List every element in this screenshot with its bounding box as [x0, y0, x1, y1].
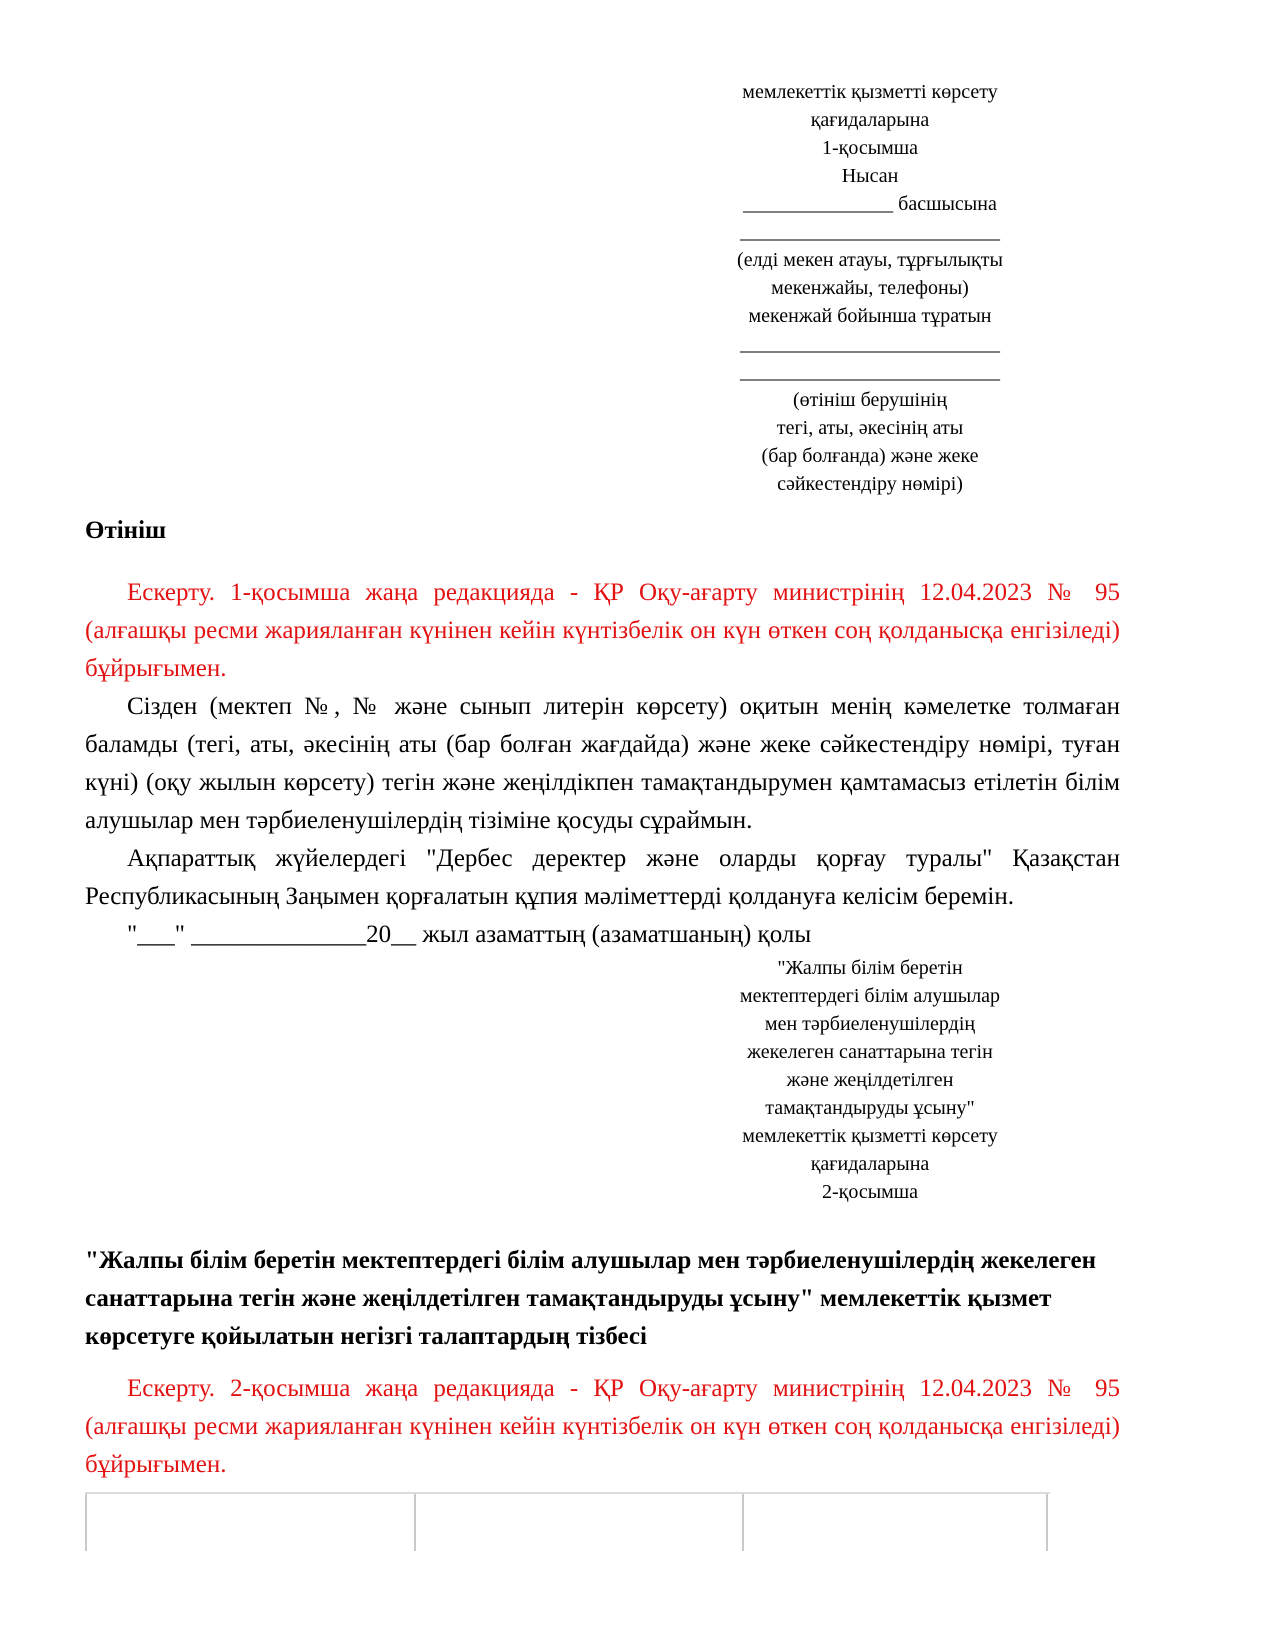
appendix1-header-line: (бар болғанда) және жеке — [761, 445, 979, 467]
appendix2-header-line: қағидаларына — [810, 1153, 930, 1175]
appendix1-header-line: __________________________ — [740, 333, 1000, 355]
appendix2-header-line: мен тәрбиеленушілердің — [764, 1013, 976, 1035]
requirements-table-cell — [742, 1494, 1048, 1551]
appendix2-header-line: жекелеген санаттарына тегін — [747, 1041, 993, 1063]
amendment-note-appendix1: Ескерту. 1-қосымша жаңа редакцияда - ҚР Оқу-ағарту министрінің 12.04.2023 № 95 (алғашқы ресми жарияланған күнінен кейін күнтізбелік он күн өткен соң қолданысқа енгізіледі) бұйрығымен. — [85, 579, 1120, 682]
appendix1-header-line: Нысан — [841, 165, 899, 187]
appendix2-header-line: 2-қосымша — [821, 1181, 919, 1203]
appendix2-header-line: мемлекеттік қызметті көрсету — [742, 1125, 998, 1147]
appendix1-header-block — [730, 78, 1010, 498]
appendix1-header-line: сәйкестендіру нөмірі) — [777, 473, 963, 495]
appendix2-header-line: тамақтандыруды ұсыну" — [765, 1097, 975, 1119]
appendix1-header-line: мекенжай бойынша тұратын — [748, 305, 992, 327]
requirements-table-cell — [85, 1494, 414, 1551]
requirements-table — [85, 1492, 1050, 1551]
appendix2-header-line: мектептердегі білім алушылар — [739, 985, 1001, 1007]
appendix1-header-line: __________________________ — [740, 361, 1000, 383]
amendment-note-appendix2: Ескерту. 2-қосымша жаңа редакцияда - ҚР Оқу-ағарту министрінің 12.04.2023 № 95 (алғашқы ресми жарияланған күнінен кейін күнтізбелік он күн өткен соң қолданысқа енгізіледі) бұйрығымен. — [85, 1375, 1120, 1478]
consent-paragraph: Ақпараттық жүйелердегі "Дербес деректер және оларды қорғау туралы" Қазақстан Республикасының Заңымен қорғалатын құпия мәліметтерді қолдануға келісім беремін. — [85, 845, 1120, 910]
document-content — [85, 0, 1120, 1551]
appendix1-header-line: __________________________ — [740, 221, 1000, 243]
appendix1-header-line: қағидаларына — [810, 109, 930, 131]
appendix1-header-line: мекенжайы, телефоны) — [771, 277, 969, 299]
signature-line: "___" ______________20__ жыл азаматтың (азаматшаның) қолы — [127, 921, 812, 948]
request-paragraph: Сізден (мектеп №, № және сынып литерін көрсету) оқитын менің кәмелетке толмаған баламды (тегі, аты, әкесінің аты (бар болған жағдайда) және жеке сәйкестендіру нөмірі, туған күні) (оқу жылын көрсету) тегін және жеңілдікпен тамақтандырумен қамтамасыз етілетін білім алушылар мен тәрбиеленушілердің тізіміне қосуды сұраймын. — [85, 693, 1120, 834]
appendix2-header-line: және жеңілдетілген — [786, 1069, 954, 1091]
appendix2-header-line: "Жалпы білім беретін — [777, 957, 963, 979]
application-title: Өтініш — [85, 517, 167, 544]
appendix1-header-line: тегі, аты, әкесінің аты — [776, 417, 964, 439]
appendix1-header-line: 1-қосымша — [821, 137, 919, 159]
appendix1-header-line: (өтініш берушінің — [792, 389, 948, 411]
appendix1-header-line: _______________ басшысына — [743, 193, 997, 215]
requirements-table-cell — [414, 1494, 742, 1551]
appendix2-header-block — [730, 954, 1010, 1206]
appendix1-header-line: (елді мекен атауы, тұрғылықты — [737, 249, 1003, 271]
appendix1-header-line: мемлекеттік қызметті көрсету — [742, 81, 998, 103]
appendix2-title: "Жалпы білім беретін мектептердегі білім алушылар мен тәрбиеленушілердің жекелеген санаттарына тегін және жеңілдетілген тамақтандыруды ұсыну" мемлекеттік қызмет көрсетуге қойылатын негізгі талаптардың тізбесі — [85, 1247, 1097, 1350]
